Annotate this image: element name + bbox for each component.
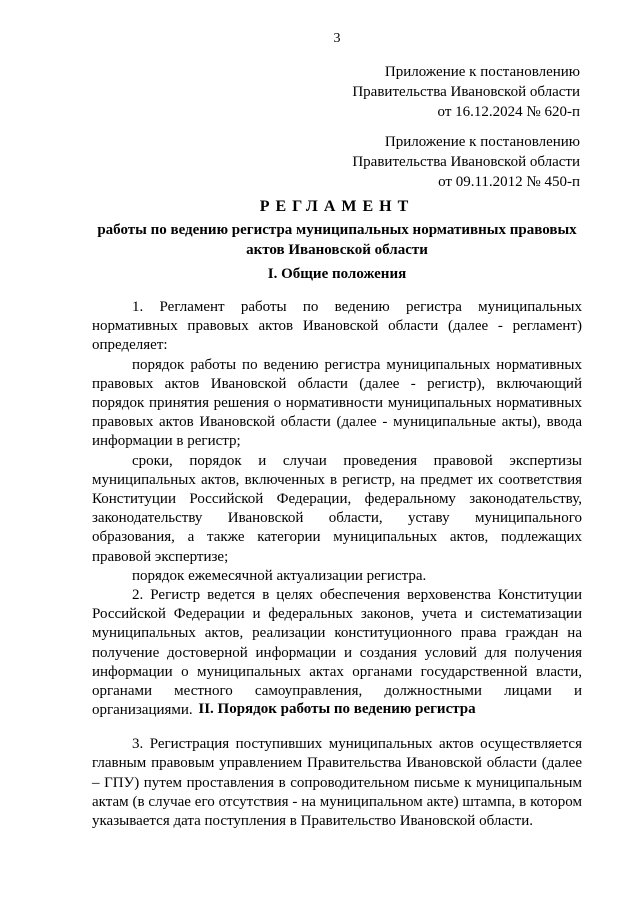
paragraph: порядок ежемесячной актуализации регистра. [132, 567, 427, 584]
document-subtitle [92, 220, 582, 260]
appendix-reference-original [352, 132, 580, 192]
page-number: 3 [333, 31, 341, 46]
appendix-line: Правительства Ивановской области [352, 84, 580, 100]
appendix-reference-current [352, 62, 580, 122]
paragraph: 2. Регистр ведется в целях обеспечения верховенства Конституции Российской Федерации и федеральных законов, учета и систематизации муниципальных актов, реализации конституционного права граждан на получение достоверной информации и создания условий для получения информации о муниципальных актах органами государственной власти, органами местного самоуправления, должностными лицами и организациями. [92, 587, 582, 719]
paragraph: сроки, порядок и случаи проведения правовой экспертизы муниципальных актов, включенных в регистр, на предмет их соответствия Конституции Российской Федерации, федеральному законодательству, законодательству Ивановской области, уставу муниципального образования, а также категории муниципальных актов, подлежащих правовой экспертизе; [92, 452, 582, 565]
section-body-general [92, 298, 582, 720]
appendix-line: Приложение к постановлению [384, 64, 580, 80]
subtitle-line: работы по ведению регистра муниципальных нормативных правовых [97, 222, 577, 238]
section-body-procedure [92, 735, 582, 831]
document-title: РЕГЛАМЕНТ [259, 198, 415, 215]
paragraph: 3. Регистрация поступивших муниципальных актов осуществляется главным правовым управлением Правительства Ивановской области (далее – ГПУ) путем проставления в сопроводительном письме к муниципальным актам (в случае его отсутствия - на муниципальном акте) штампа, в котором указывается дата поступления в Правительство Ивановской области. [92, 736, 582, 830]
subtitle-line: актов Ивановской области [246, 242, 428, 258]
paragraph: порядок работы по ведению регистра муниципальных нормативных правовых актов Ивановской области (далее - регистр), включающий порядок принятия решения о нормативности муниципальных нормативных правовых актов Ивановской области (далее - муниципальные акты), ввода информации в регистр; [92, 356, 582, 450]
appendix-line: Приложение к постановлению [384, 134, 580, 150]
paragraph: 1. Регламент работы по ведению регистра муниципальных нормативных правовых актов Ивановской области (далее - регламент) определяет: [92, 299, 582, 354]
section-heading-general: I. Общие положения [267, 266, 407, 282]
appendix-line: от 16.12.2024 № 620-п [437, 104, 580, 120]
appendix-line: Правительства Ивановской области [352, 154, 580, 170]
appendix-line: от 09.11.2012 № 450-п [438, 174, 580, 190]
section-heading-procedure: II. Порядок работы по ведению регистра [198, 701, 476, 717]
